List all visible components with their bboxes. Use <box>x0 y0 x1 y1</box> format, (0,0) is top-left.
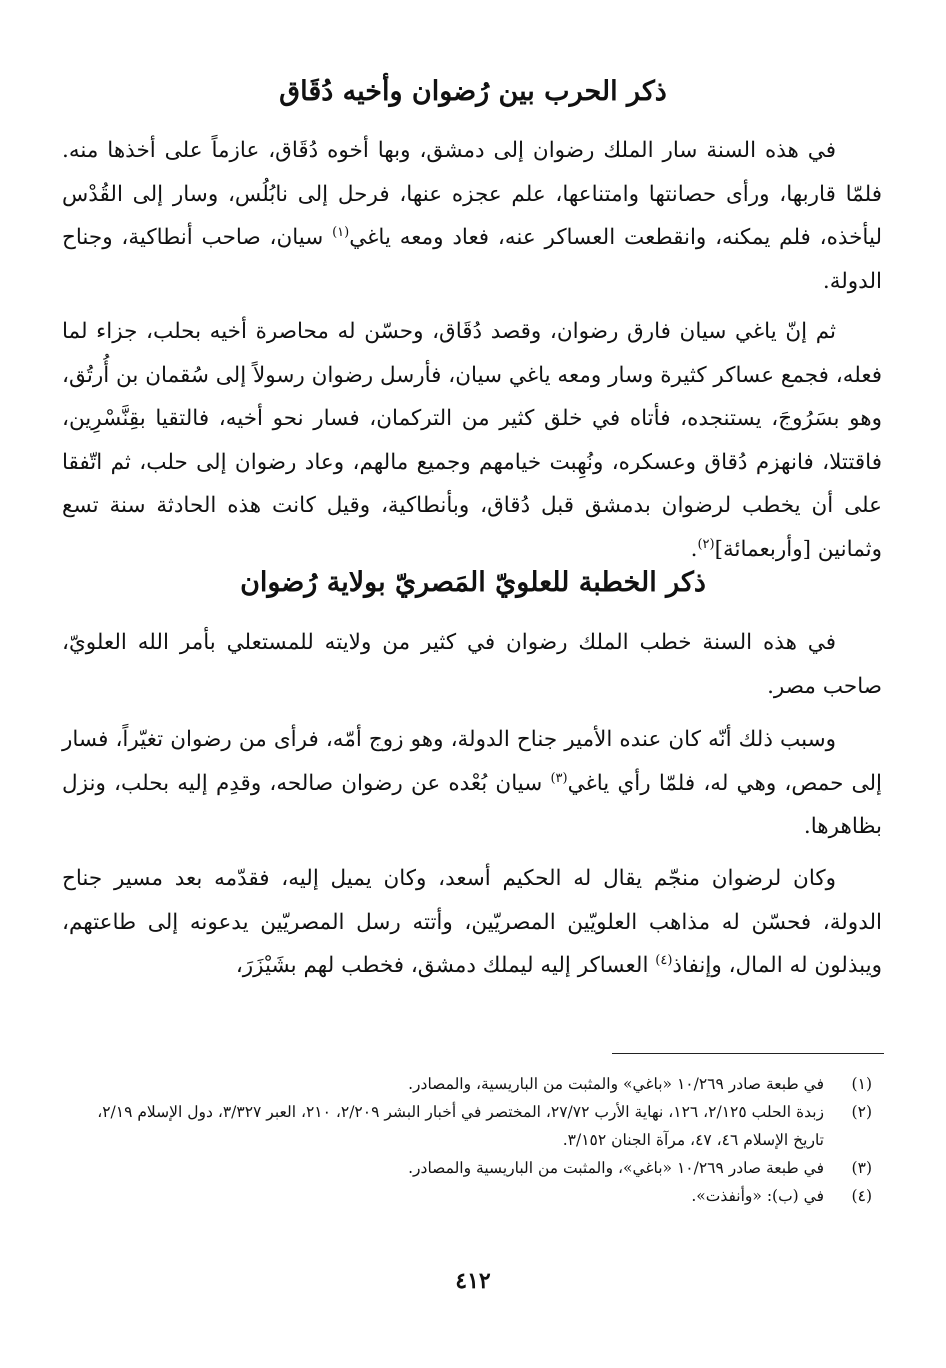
paragraph-1-tail: سيان، صاحب أنطاكية، وجناح الدولة. <box>62 225 882 294</box>
footnote-ref-3: (٣) <box>550 770 568 786</box>
paragraph-3-text: في هذه السنة خطب الملك رضوان في كثير من ولايته للمستعلي بأمر الله العلويّ، صاحب مصر. <box>62 630 882 699</box>
footnote-number: (١) <box>851 1075 872 1093</box>
footnote-4 <box>70 1182 872 1210</box>
footnote-3 <box>70 1154 872 1182</box>
paragraph-4-text: وسبب ذلك أنّه كان عنده الأمير جناح الدولة، وهو زوج أمّه، فرأى من رضوان تغيّراً، فسار إلى حمص، وهي له، فلمّا رأي ياغي <box>62 727 882 796</box>
footnote-text: زبدة الحلب ٢/١٢٥، ١٢٦، نهاية الأرب ٢٧/٧٢، المختصر في أخبار البشر ٢/٢٠٩، ٢١٠، العبر ٣/٣٢٧، دول الإسلام ٢/١٩، تاريخ الإسلام ٤٦، ٤٧، مرآة الجنان ٣/١٥٢. <box>97 1103 824 1149</box>
footnote-ref-4: (٤) <box>655 952 673 968</box>
paragraph-5-text: وكان لرضوان منجّم يقال له الحكيم أسعد، وكان يميل إليه، فقدّمه بعد مسير جناح الدولة، فحسّن له مذاهب العلويّين المصريّين، وأتته رسل المصريّين يدعونه إلى طاعتهم، ويبذلون له المال، وإنفاذ <box>62 866 882 978</box>
paragraph-5-tail: العساكر إليه ليملك دمشق، فخطب لهم بشَيْزَرَ، <box>235 953 656 978</box>
footnote-number: (٣) <box>851 1159 872 1177</box>
paragraph-4-tail: سيان بُعْده عن رضوان صالحه، وقدِم إليه بحلب، ونزل بظاهرها. <box>62 770 882 839</box>
footnote-text: في (ب): «وأنفذت». <box>691 1187 824 1205</box>
footnotes <box>70 1070 872 1210</box>
footnote-ref-1: (١) <box>332 224 350 240</box>
paragraph-4 <box>62 718 882 849</box>
footnote-separator <box>612 1053 884 1054</box>
paragraph-5 <box>62 857 882 988</box>
paragraph-2 <box>62 310 882 571</box>
footnote-ref-2: (٢) <box>697 536 715 552</box>
section-heading-war: ذكر الحرب بين رُضوان وأخيه دُقَاق <box>279 76 667 107</box>
page-number: ٤١٢ <box>455 1268 491 1294</box>
paragraph-1-text: في هذه السنة سار الملك رضوان إلى دمشق، وبها أخوه دُقَاق، عازماً على أخذها منه. فلمّا قاربها، ورأى حصانتها وامتناعها، علم عجزه عنها، فرحل إلى نابُلُس، وسار إلى القُدْس ليأخذه، فلم يمكنه، وانقطعت العساكر عنه، فعاد ومعه ياغي <box>62 138 882 250</box>
footnote-text: في طبعة صادر ١٠/٢٦٩ «باغي» والمثبت من الباريسية، والمصادر. <box>408 1075 824 1093</box>
footnote-number: (٤) <box>851 1187 872 1205</box>
footnote-text: في طبعة صادر ١٠/٢٦٩ «باغي»، والمثبت من الباريسية والمصادر. <box>408 1159 824 1177</box>
paragraph-2-tail: . <box>690 536 698 562</box>
footnote-1 <box>70 1070 872 1098</box>
section-heading-sermon: ذكر الخطبة للعلويّ المَصريّ بولاية رُضوان <box>240 567 706 598</box>
footnote-number: (٢) <box>851 1103 872 1121</box>
paragraph-3 <box>62 621 882 708</box>
footnote-2 <box>70 1098 872 1154</box>
paragraph-1 <box>62 129 882 303</box>
paragraph-2-text: ثم إنّ ياغي سيان فارق رضوان، وقصد دُقَاق، وحسّن له محاصرة أخيه بحلب، جزاء لما فعله، فجمع عساكر كثيرة وسار ومعه ياغي سيان، فأرسل رضوان رسولاً إلى سُقمان بن أُرتُق، وهو بسَرُوجَ، يستنجده، فأتاه في خلق كثير من التركمان، فسار نحو أخيه، فالتقيا بقِنَّسْرِين، فاقتتلا، فانهزم دُقاق وعسكره، ونُهِبت خيامهم وجميع مالهم، وعاد رضوان إلى حلب، ثم اتّفقا على أن يخطب لرضوان بدمشق قبل دُقاق، وبأنطاكية، وقيل كانت هذه الحادثة سنة تسع وثمانين [وأربعمائة] <box>62 319 882 562</box>
